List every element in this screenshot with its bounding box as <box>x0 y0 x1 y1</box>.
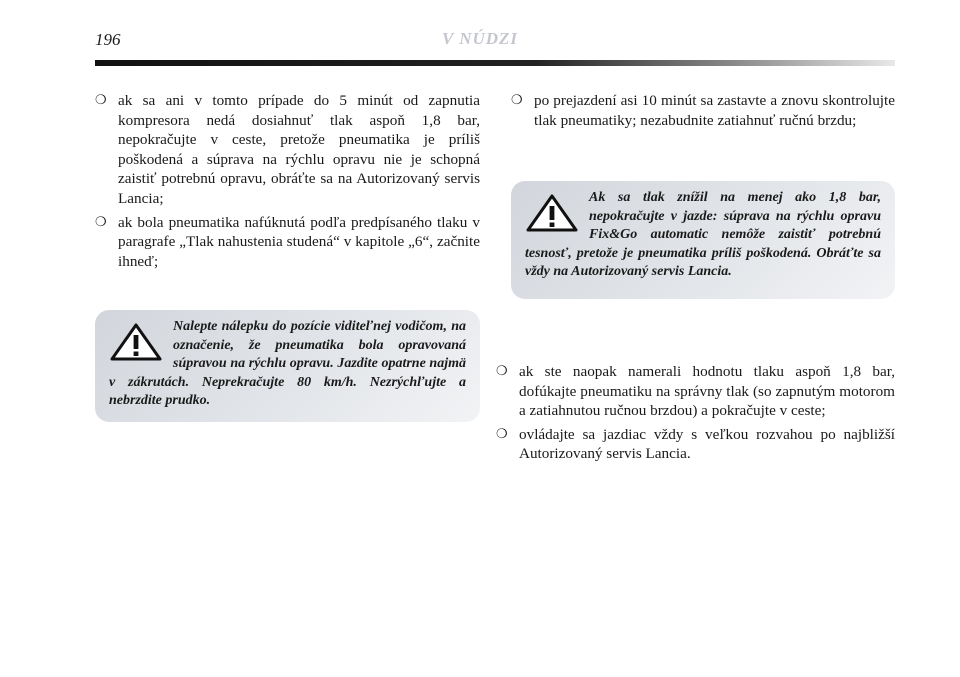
list-item-text: ak ste naopak namerali hodnotu tlaku aspoň 1,8 bar, dofúkajte pneumatiku na správny tlak (so zapnutým motorom a zatiahnutou ručnou brzdou) a pokračujte v ceste; <box>519 363 895 420</box>
list-item <box>496 362 895 421</box>
left-column <box>95 91 480 275</box>
bullet-icon: ❍ <box>95 214 107 230</box>
bullet-icon: ❍ <box>496 426 508 442</box>
warning-box-right <box>511 181 895 299</box>
warning-triangle-icon <box>525 193 579 233</box>
right-column-bottom <box>496 362 895 468</box>
bullet-icon: ❍ <box>496 364 508 379</box>
list-item-text: ak sa ani v tomto prípade do 5 minút od zapnutia kompresora nedá dosiahnuť tlak aspoň 1,8 bar, nepokračujte v ceste, pretože pneumatika je príliš poškodená a súprava na rýchlu opravu nie je schopná zaistiť potrebnú opravu, obráťte sa na Autorizovaný servis Lancia; <box>118 92 480 207</box>
list-item <box>496 425 895 464</box>
bullet-icon: ❍ <box>511 93 523 108</box>
warning-triangle-icon <box>109 322 163 362</box>
list-item-text: ovládajte sa jazdiac vždy s veľkou rozvahou po najbližší Autorizovaný servis Lancia. <box>519 425 895 463</box>
list-item <box>95 213 480 272</box>
list-item <box>511 91 895 130</box>
warning-text: Ak sa tlak znížil na menej ako 1,8 bar, nepokračujte v jazde: súprava na rýchlu opravu Fix&Go automatic nemôže zaistiť potrebnú tesnosť, pretože je pneumatika príliš poškodená. Obráťte sa vždy na Autorizovaný servis Lancia. <box>525 190 881 279</box>
warning-box-left <box>95 310 480 422</box>
list-item <box>95 91 480 209</box>
page-number: 196 <box>95 30 121 49</box>
chapter-title: V NÚDZI <box>441 29 519 48</box>
bullet-icon: ❍ <box>95 93 107 108</box>
right-column-top <box>511 91 895 134</box>
warning-text: Nalepte nálepku do pozície viditeľnej vodičom, na označenie, že pneumatika bola opravovaná súpravou na rýchlu opravu. Jazdite opatrne najmä v zákrutách. Neprekračujte 80 km/h. Nezrýchľujte a nebrzdite prudko. <box>109 319 466 408</box>
header-rule <box>95 60 895 66</box>
list-item-text: ak bola pneumatika nafúknutá podľa predpísaného tlaku v paragrafe „Tlak nahustenia studená“ v kapitole „6“, začnite ihneď; <box>118 213 480 270</box>
list-item-text: po prejazdení asi 10 minút sa zastavte a znovu skontrolujte tlak pneumatiky; nezabudnite zatiahnuť ručnú brzdu; <box>534 92 895 129</box>
